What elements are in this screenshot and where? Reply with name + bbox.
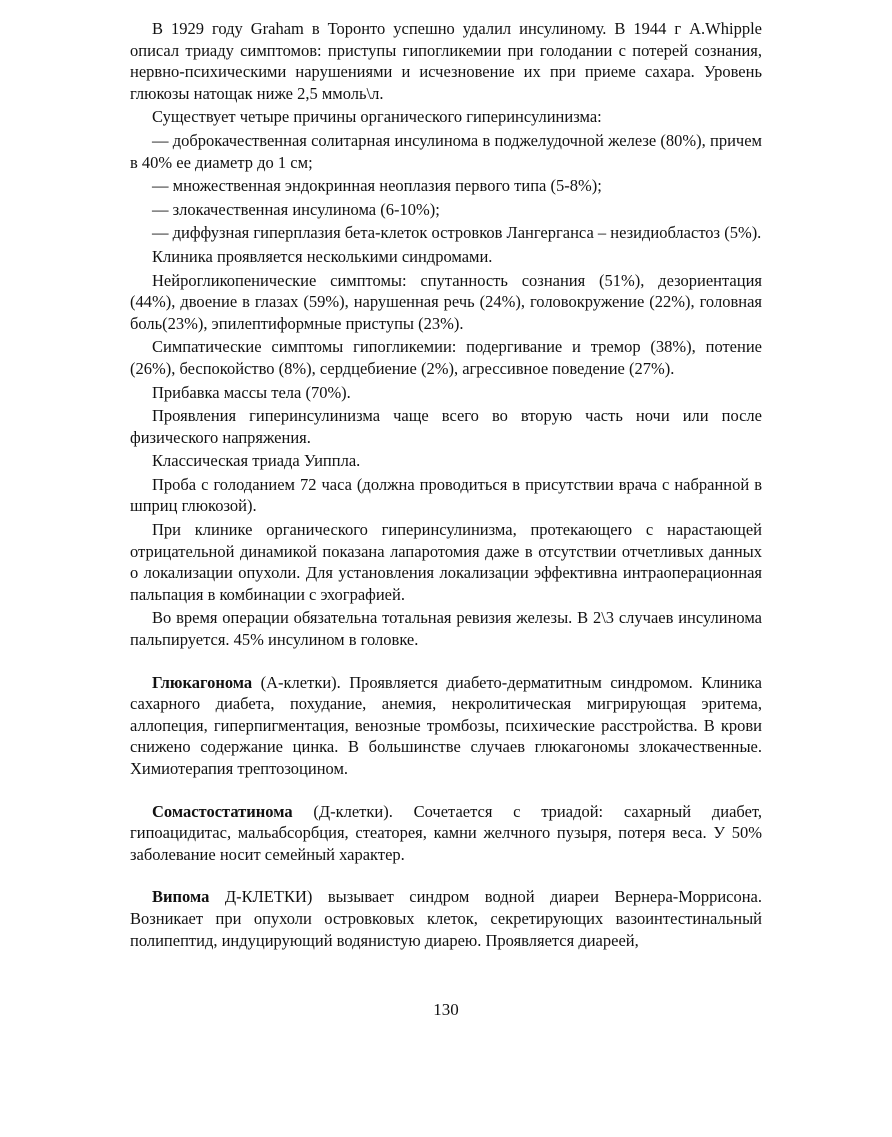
section-somatostatinoma [130,801,762,866]
page-number: 130 [433,1000,459,1019]
paragraph: Проба с голоданием 72 часа (должна проводиться в присутствии врача с набранной в шприц глюкозой). [130,474,762,516]
section-title: Глюкагонома [152,672,253,692]
list-item: — множественная эндокринная неоплазия первого типа (5-8%); [152,176,602,196]
paragraph: Симпатические симптомы гипогликемии: подергивание и тремор (38%), потение (26%), беспокойство (8%), сердцебиение (2%), агрессивное поведение (27%). [130,337,762,378]
section-text: Д-КЛЕТКИ) вызывает синдром водной диареи Вернера-Моррисона. Возникает при опухоли островковых клеток, секретирующих вазоинтестинальный полипептид, индуцирующий водянистую диарею. Проявляется диареей, [130,887,762,950]
paragraph: Прибавка массы тела (70%). [152,382,351,402]
list-item: — злокачественная инсулинома (6-10%); [152,199,440,219]
body-text [130,18,762,953]
list-item: — доброкачественная солитарная инсулинома в поджелудочной железе (80%), причем в 40% ее диаметр до 1 см; [130,130,762,172]
paragraph: Во время операции обязательна тотальная ревизия железы. В 2\3 случаев инсулинома пальпируется. 45% инсулином в головке. [130,608,762,650]
section-glucagonoma [130,672,762,780]
paragraph: Клиника проявляется несколькими синдромами. [152,246,493,266]
paragraph: Проявления гиперинсулинизма чаще всего во вторую часть ночи или после физического напряжения. [130,406,762,447]
paragraph: В 1929 году Graham в Торонто успешно удалил инсулиному. В 1944 г A.Whipple описал триаду симптомов: приступы гипогликемии при голодании с потерей сознания, нервно-психическими нарушениями и исчезновение их при приеме сахара. Уровень глюкозы натощак ниже 2,5 ммоль\л. [130,19,762,103]
section-text: (Д-клетки). Сочетается с триадой: сахарный диабет, гипоацидитас, мальабсорбция, стеаторея, камни желчного пузыря, потеря веса. У 50% заболевание носит семейный характер. [130,801,762,864]
list-item: — диффузная гиперплазия бета-клеток островков Лангерганса – незидиобластоз (5%). [152,223,762,243]
section-vipoma [130,886,762,951]
paragraph: Нейрогликопенические симптомы: спутанность сознания (51%), дезориентация (44%), двоение в глазах (59%), нарушенная речь (24%), головокружение (22%), головная боль(23%), эпилептиформные приступы (23%). [130,270,762,333]
paragraph: При клинике органического гиперинсулинизма, протекающего с нарастающей отрицательной динамикой показана лапаротомия даже в отсутствии отчетливых данных о локализации опухоли. Для установления локализации эффективна интраоперационная пальпация в комбинации с эхографией. [130,520,762,604]
section-title: Випома [152,887,210,907]
paragraph: Классическая триада Уиппла. [152,451,361,471]
paragraph: Существует четыре причины органического гиперинсулинизма: [152,107,602,127]
section-title: Сомастостатинома [152,801,293,821]
section-text: (А-клетки). Проявляется диабето-дерматитным синдромом. Клиника сахарного диабета, похудание, анемия, некролитическая мигрирующая эритема, аллопеция, гиперпигментация, венозные тромбозы, психические расстройства. В крови снижено содержание цинка. В большинстве случаев глюкагономы злокачественные. Химиотерапия трептозоцином. [130,672,762,778]
